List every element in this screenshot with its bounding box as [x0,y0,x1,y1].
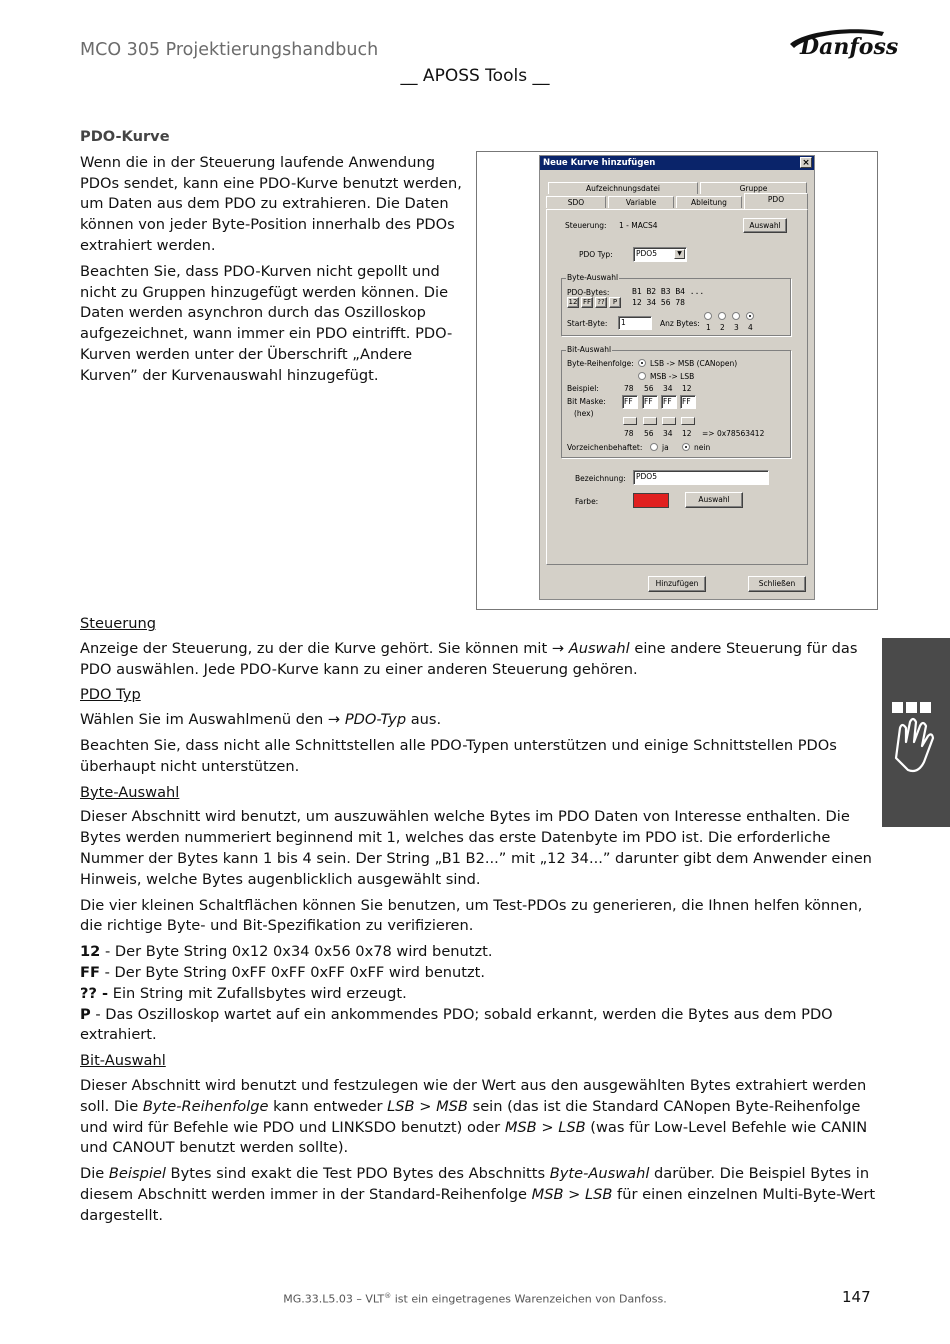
steuerung-value: 1 - MACS4 [619,221,658,230]
bit-maske-label: Bit Maske: [567,397,606,406]
bit-mask-button-4[interactable] [681,417,695,425]
start-byte-input[interactable]: 1 [618,316,652,330]
vorzeichen-option-ja: ja [662,443,669,452]
body-sections [80,614,880,1232]
hex-label: (hex) [574,409,594,418]
heading-bit-auswahl: Bit-Auswahl [80,1052,166,1070]
bit-mask-button-3[interactable] [662,417,676,425]
list-item: 12 - Der Byte String 0x12 0x34 0x56 0x78 wird benutzt. [80,943,493,961]
bit-mask-input-3[interactable]: FF [661,395,677,409]
pdo-typ-label: PDO Typ: [579,250,613,259]
vorzeichen-label: Vorzeichenbehaftet: [567,443,643,452]
farbe-label: Farbe: [575,497,599,506]
byte-reihenfolge-label: Byte-Reihenfolge: [567,359,634,368]
bit-mask-button-1[interactable] [623,417,637,425]
byte-auswahl-group [561,273,791,336]
heading-byte-auswahl: Byte-Auswahl [80,783,180,801]
close-icon[interactable]: × [800,157,812,168]
vorzeichen-radio-ja[interactable] [650,443,658,451]
result-byte-2: 56 [644,429,654,438]
pdo-typ-paragraph-1: Wählen Sie im Auswahlmenü den → PDO-Typ aus. [80,711,442,729]
steuerung-auswahl-button[interactable]: Auswahl [743,218,787,233]
list-item: P - Das Oszilloskop wartet auf ein ankommendes PDO; sobald erkannt, werden die Bytes aus dem PDO extrahiert. [80,1005,833,1044]
tab-pdo[interactable]: PDO [744,193,808,209]
bit-auswahl-group [561,345,791,458]
reihenfolge-radio-lsb-msb[interactable] [638,359,646,367]
byte-auswahl-paragraph-1: Dieser Abschnitt wird benutzt, um auszuwählen welche Bytes im PDO Daten von Interesse enthalten. Die Bytes werden nummeriert beginnend mit 1, welches das erste Datenbyte im PDO ist. Die erforderliche Nummer der Bytes kann 1 bis 4 sein. Der String „B1 B2...” mit „12 34...” darunter gibt dem Anwender einen Hinweis, welche Bytes augenblicklich ausgewählt sind. [80,808,872,888]
page-number: 147 [842,1288,871,1306]
beispiel-label: Beispiel: [567,384,599,393]
intro-paragraph-1: Wenn die in der Steuerung laufende Anwendung PDOs sendet, kann eine PDO-Kurve benutzt werden, um Daten aus dem PDO zu extrahieren. Die Daten können von jeder Byte-Position innerhalb des PDOs extrahiert werden. [80,153,462,254]
tab-gruppe[interactable]: Gruppe [700,182,807,194]
footer-text: MG.33.L5.03 – VLT® ist ein eingetragenes Warenzeichen von Danfoss. [283,1292,667,1306]
beispiel-byte-1: 78 [624,384,634,393]
test-button-12[interactable]: 12 [568,298,578,306]
beispiel-byte-4: 12 [682,384,692,393]
bit-auswahl-group-title: Bit-Auswahl [567,345,612,354]
result-byte-3: 34 [663,429,673,438]
heading-steuerung: Steuerung [80,615,156,632]
list-item: ?? - Ein String mit Zufallsbytes wird erzeugt. [80,984,407,1002]
heading-pdo-kurve: PDO-Kurve [80,128,170,145]
anz-bytes-option-3: 3 [734,323,739,332]
bit-mask-input-1[interactable]: FF [622,395,638,409]
bit-auswahl-paragraph-2: Die Beispiel Bytes sind exakt die Test PDO Bytes des Abschnitts Byte-Auswahl darüber. Die Beispiel Bytes in diesem Abschnitt werden immer in der Standard-Reihenfolge MSB > LSB für einen einzelnen Multi-Byte-Wert dargestellt. [80,1165,876,1224]
dialog-title-bar [540,156,814,170]
result-byte-1: 78 [624,429,634,438]
schliessen-button[interactable]: Schließen [748,576,806,592]
reihenfolge-option-msb-lsb: MSB -> LSB [650,372,695,381]
reihenfolge-radio-msb-lsb[interactable] [638,372,646,380]
pdo-typ-value: PDO5 [636,249,657,258]
test-button-random[interactable]: ?? [595,297,607,308]
pdo-bytes-label: PDO-Bytes: [567,288,610,297]
heading-pdo-typ: PDO Typ [80,686,141,704]
tab-aufzeichnungsdatei[interactable]: Aufzeichnungsdatei [548,182,698,194]
hinzufuegen-button[interactable]: Hinzufügen [648,576,706,592]
farbe-auswahl-button[interactable]: Auswahl [685,492,743,508]
tab-sdo[interactable]: SDO [546,196,606,208]
steuerung-label: Steuerung: [565,221,607,230]
start-byte-label: Start-Byte: [567,319,608,328]
tab-ableitung[interactable]: Ableitung [676,196,742,208]
steuerung-paragraph: Anzeige der Steuerung, zu der die Kurve gehört. Sie können mit → Auswahl eine andere Steuerung für das PDO auswählen. Jede PDO-Kurve kann zu einer anderen Steuerung gehören. [80,639,858,678]
anz-bytes-radio-3[interactable] [732,312,740,320]
chevron-down-icon[interactable]: ▼ [674,249,685,259]
pdo-typ-select[interactable] [633,247,687,262]
anz-bytes-option-2: 2 [720,323,725,332]
hand-pointer-icon [882,638,950,827]
anz-bytes-radio-4[interactable] [746,312,754,320]
bit-mask-input-4[interactable]: FF [680,395,696,409]
anz-bytes-label: Anz Bytes: [660,319,700,328]
dialog-screenshot [476,151,878,610]
bit-mask-button-2[interactable] [643,417,657,425]
bit-auswahl-paragraph-1: Dieser Abschnitt wird benutzt und festzulegen wie der Wert aus den ausgewählten Bytes extrahiert werden soll. Die Byte-Reihenfolge kann entweder LSB > MSB sein (das ist die Standard CANopen Byte-Reihenfolge und wird für Befehle wie PDO und LINKSDO benutzt) oder MSB > LSB (was für Low-Level Befehle wie CANIN und CANOUT benutzt werden sollte). [80,1076,868,1157]
pdo-bytes-line-2: 12 34 56 78 [632,298,685,307]
bezeichnung-label: Bezeichnung: [575,474,626,483]
dialog-title: Neue Kurve hinzufügen [543,158,656,168]
pdo-typ-paragraph-2: Beachten Sie, dass nicht alle Schnittstellen alle PDO-Typen unterstützen und einige Schnittstellen PDOs überhaupt nicht unterstützen. [80,736,837,775]
beispiel-byte-2: 56 [644,384,654,393]
reihenfolge-option-lsb-msb: LSB -> MSB (CANopen) [650,359,738,368]
chapter-side-tab [882,638,950,827]
byte-auswahl-group-title: Byte-Auswahl [567,273,619,282]
anz-bytes-radio-2[interactable] [718,312,726,320]
test-button-list [80,942,880,1046]
pdo-typ-term: PDO-Typ [344,711,407,729]
result-byte-4: 12 [682,429,692,438]
vorzeichen-radio-nein[interactable] [682,443,690,451]
byte-auswahl-paragraph-2: Die vier kleinen Schaltflächen können Sie benutzen, um Test-PDOs zu generieren, die Ihnen helfen können, die richtige Byte- und Bit-Spezifikation zu verifizieren. [80,896,863,935]
beispiel-byte-3: 34 [663,384,673,393]
dialog-window [539,155,815,600]
anz-bytes-option-4: 4 [748,323,753,332]
vorzeichen-option-nein: nein [694,443,711,452]
anz-bytes-radio-1[interactable] [704,312,712,320]
section-title: __ APOSS Tools __ [400,66,550,86]
farbe-swatch[interactable] [633,493,669,508]
bit-mask-input-2[interactable]: FF [642,395,658,409]
intro-column [80,127,465,392]
document-title: MCO 305 Projektierungshandbuch [80,40,379,60]
pdo-bytes-line-1: B1 B2 B3 B4 ... [632,287,705,296]
result-value: => 0x78563412 [702,429,765,438]
anz-bytes-option-1: 1 [706,323,711,332]
pdo-panel [546,209,808,565]
intro-paragraph-2: Beachten Sie, dass PDO-Kurven nicht gepollt und nicht zu Gruppen hinzugefügt werden können. Die Daten werden asynchron durch das Oszilloskop aufgezeichnet, wann immer ein PDO eintrifft. PDO-Kurven werden unter der Überschrift „Andere Kurven” der Kurvenauswahl hinzugefügt. [80,262,453,384]
bezeichnung-input[interactable]: PDO5 [633,470,769,485]
test-button-p[interactable]: P [609,297,621,308]
auswahl-term: Auswahl [568,639,630,657]
list-item: FF - Der Byte String 0xFF 0xFF 0xFF 0xFF wird benutzt. [80,963,486,981]
tab-variable[interactable]: Variable [608,196,674,208]
test-button-ff[interactable]: FF [582,298,592,306]
logo-text: Danfoss [800,34,899,60]
danfoss-logo [786,24,899,60]
